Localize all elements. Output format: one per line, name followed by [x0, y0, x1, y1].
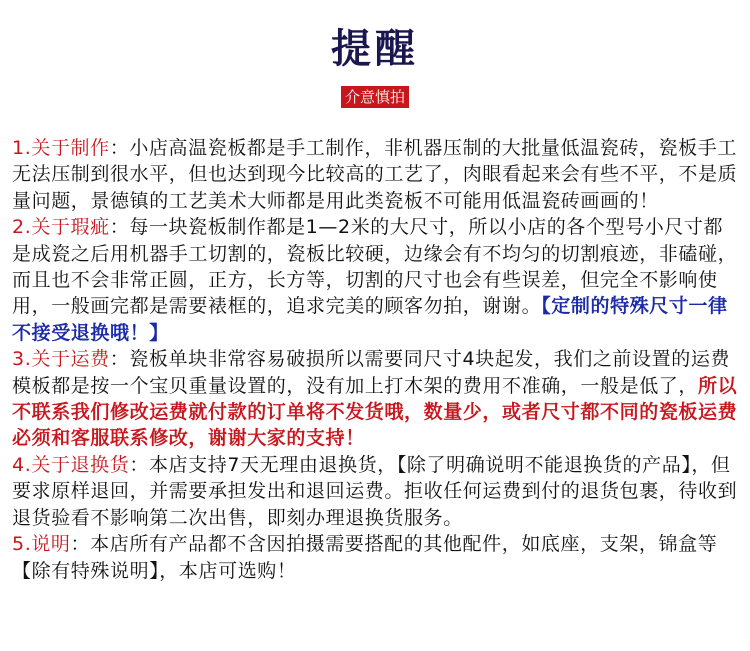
section-heading: 5.说明: [12, 533, 71, 556]
section-heading: 3.关于运费: [12, 348, 110, 371]
subtitle-badge: 介意慎拍: [341, 86, 409, 108]
section-notes: [12, 531, 742, 584]
subtitle-container: [0, 86, 750, 108]
section-heading: 2.关于瑕疵: [12, 216, 110, 239]
notice-body: [12, 135, 742, 584]
section-defects: [12, 214, 742, 346]
section-text: ：瓷板单块非常容易破损所以需要同尺寸4块起发，我们之前设置的运费模板都是按一个宝贝重量设置的，没有加上打木架的费用不准确，一般是低了，: [12, 348, 731, 397]
shipping-warning: 所以不联系我们修改运费就付款的订单将不发货哦，数量少，或者尺寸都不同的瓷板运费必须和客服联系修改，谢谢大家的支持！: [12, 374, 738, 450]
section-text: ：每一块瓷板制作都是1—2米的大尺寸，所以小店的各个型号小尺寸都是成瓷之后用机器手工切割的，瓷板比较硬，边缘会有不均匀的切割痕迹，非磕碰，而且也不会非常正圆，正方，长方等，切割的尺寸也会有些误差，但完全不影响使用，一般画完都是需要裱框的，追求完美的顾客勿拍，谢谢。: [12, 216, 738, 318]
section-text: ：小店高温瓷板都是手工制作，非机器压制的大批量低温瓷砖，瓷板手工无法压制到很水平，但也达到现今比较高的工艺了，肉眼看起来会有些不平，不是质量问题，景德镇的工艺美术大师都是用此类瓷板不可能用低温瓷砖画画的！: [12, 137, 738, 212]
section-heading: 4.关于退换货: [12, 453, 130, 476]
section-returns: [12, 452, 742, 531]
section-heading: 1.关于制作: [12, 137, 110, 159]
section-text: ：本店支持7天无理由退换货，【除了明确说明不能退换货的产品】，但要求原样退回，并需要承担发出和退回运费。拒收任何运费到付的退货包裹，待收到退货验看不影响第二次出售，即刻办理退换货服务。: [12, 453, 738, 529]
section-text: ：本店所有产品都不含因拍摄需要搭配的其他配件，如底座，支架，锦盒等【除有特殊说明】，本店可选购！: [12, 533, 718, 582]
page-title: 提醒: [331, 25, 419, 72]
custom-size-note: 【定制的特殊尺寸一律不接受退换哦！】: [12, 295, 728, 344]
section-shipping: [12, 346, 742, 452]
section-production: [12, 135, 742, 214]
